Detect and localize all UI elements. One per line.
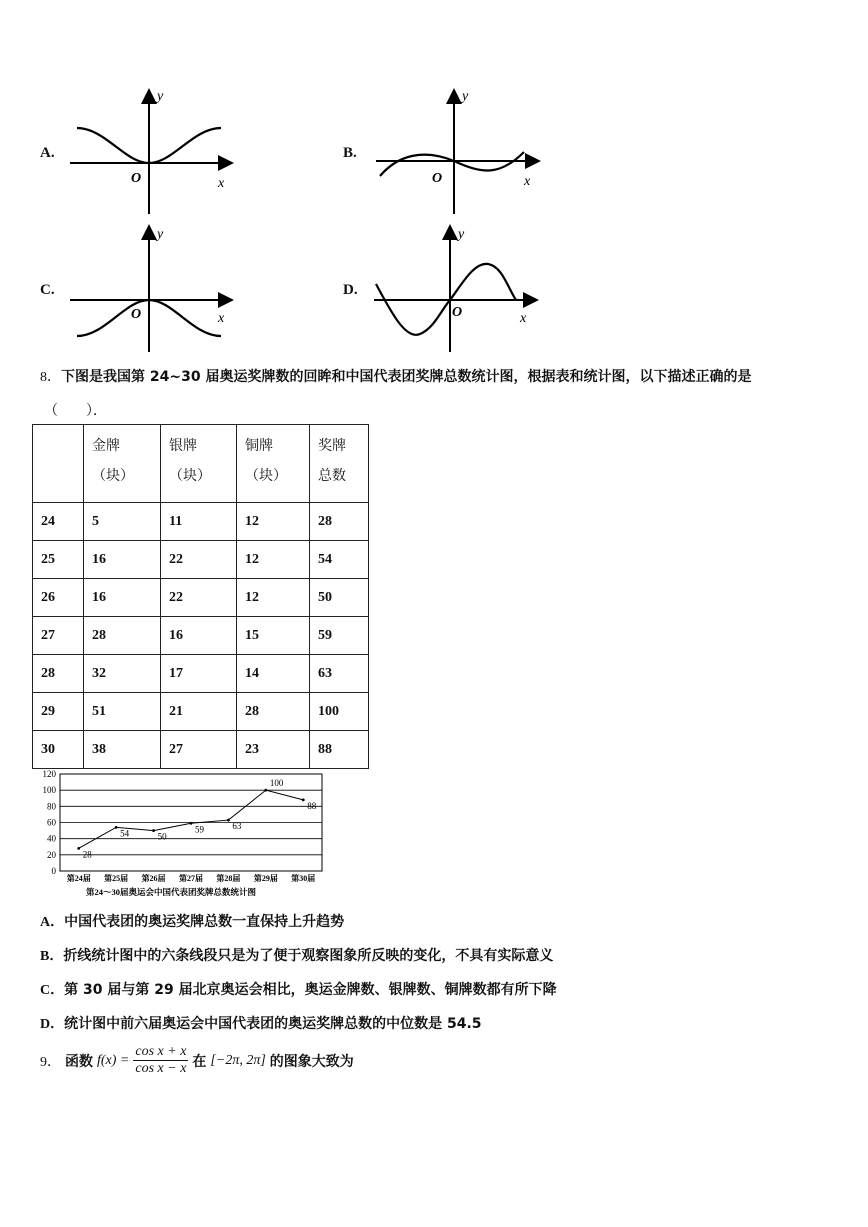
data-point	[152, 829, 155, 832]
question-8-stem	[40, 366, 751, 386]
header-cell: 银牌 （块）	[161, 425, 237, 503]
data-point	[227, 819, 230, 822]
y-label: y	[157, 227, 164, 242]
question-number: 8．	[40, 370, 61, 385]
x-tick-label: 第26届	[141, 874, 166, 883]
data-point	[264, 789, 267, 792]
x-label: x	[218, 311, 225, 326]
x-tick-label: 第25届	[104, 874, 129, 883]
header-cell: 奖牌 总数	[310, 425, 369, 503]
data-label: 28	[82, 849, 92, 860]
question-prefix: 函数	[65, 1053, 93, 1070]
option-b-graph	[372, 86, 552, 216]
table-row: 28 32 17 14 63	[33, 655, 369, 693]
data-label: 63	[232, 821, 242, 832]
data-label: 100	[269, 778, 284, 789]
origin-label: O	[131, 307, 142, 322]
option-c-letter: C.	[40, 282, 55, 298]
y-label: y	[157, 89, 164, 104]
option-d-letter: D.	[343, 282, 358, 298]
option-a-graph	[65, 86, 245, 216]
function-name: f(x) =	[97, 1052, 130, 1068]
y-label: y	[462, 89, 469, 104]
series-line	[79, 790, 304, 848]
table-row: 29 51 21 28 100	[33, 693, 369, 731]
y-tick-label: 40	[47, 833, 56, 844]
data-label: 50	[157, 831, 167, 842]
header-cell: 铜牌 （块）	[237, 425, 310, 503]
x-tick-label: 第27届	[179, 874, 203, 883]
data-point	[190, 822, 193, 825]
x-label: x	[520, 311, 527, 326]
interval: [−2π, 2π]	[210, 1052, 266, 1068]
choice-c[interactable]: C．第 30 届与第 29 届北京奥运会相比，奥运金牌数、银牌数、铜牌数都有所下降	[40, 982, 557, 998]
data-label: 54	[120, 828, 130, 839]
function-fraction	[133, 1044, 188, 1077]
medal-total-line-chart	[30, 768, 340, 900]
curve	[380, 152, 524, 176]
fraction-denominator: cos x − x	[135, 1061, 187, 1076]
x-tick-label: 第24届	[66, 874, 91, 883]
y-tick-label: 80	[47, 801, 56, 812]
data-label: 88	[307, 800, 317, 811]
y-tick-label: 100	[42, 785, 56, 796]
table-row: 30 38 27 23 88	[33, 731, 369, 769]
y-label: y	[458, 227, 465, 242]
question-suffix: 的图象大致为	[269, 1053, 354, 1070]
choice-a[interactable]: A．中国代表团的奥运奖牌总数一直保持上升趋势	[40, 914, 345, 930]
x-label: x	[524, 174, 531, 189]
x-label: x	[218, 176, 225, 191]
y-tick-label: 60	[47, 817, 56, 828]
x-tick-label: 第29届	[253, 874, 278, 883]
question-text: 下图是我国第 24~30 届奥运奖牌数的回眸和中国代表团奖牌总数统计图，根据表和统计图，以下描述正确的是	[61, 369, 752, 385]
data-label: 59	[195, 824, 204, 835]
question-middle: 在	[192, 1053, 207, 1070]
data-point	[77, 847, 80, 850]
x-tick-label: 第30届	[291, 874, 316, 883]
y-tick-label: 20	[47, 849, 56, 860]
choice-d[interactable]: D．统计图中前六届奥运会中国代表团的奥运奖牌总数的中位数是 54.5	[40, 1016, 482, 1032]
x-tick-label: 第28届	[216, 874, 241, 883]
table-row: 24 5 11 12 28	[33, 503, 369, 541]
fraction-numerator: cos x + x	[135, 1044, 187, 1059]
table-header-row	[33, 425, 369, 503]
option-a-letter: A.	[40, 145, 55, 161]
question-number: 9．	[40, 1054, 61, 1070]
header-cell: 金牌 （块）	[84, 425, 161, 503]
option-b-letter: B.	[343, 145, 357, 161]
option-d-graph	[370, 222, 550, 354]
table-row: 27 28 16 15 59	[33, 617, 369, 655]
origin-label: O	[432, 171, 443, 186]
choice-b[interactable]: B．折线统计图中的六条线段只是为了便于观察图象所反映的变化，不具有实际意义	[40, 948, 554, 964]
option-c-graph	[65, 222, 245, 354]
question-9-stem	[40, 1044, 354, 1077]
data-point	[302, 798, 305, 801]
origin-label: O	[131, 171, 142, 186]
y-tick-label: 120	[42, 769, 56, 779]
chart-caption: 第24～30届奥运会中国代表团奖牌总数统计图	[85, 887, 257, 897]
origin-label: O	[452, 305, 463, 320]
table-row: 25 16 22 12 54	[33, 541, 369, 579]
data-point	[115, 826, 118, 829]
answer-blank: （ ）．	[44, 403, 107, 419]
table-row: 26 16 22 12 50	[33, 579, 369, 617]
header-cell	[33, 425, 84, 503]
y-tick-label: 0	[51, 866, 56, 876]
medal-table	[32, 424, 369, 769]
